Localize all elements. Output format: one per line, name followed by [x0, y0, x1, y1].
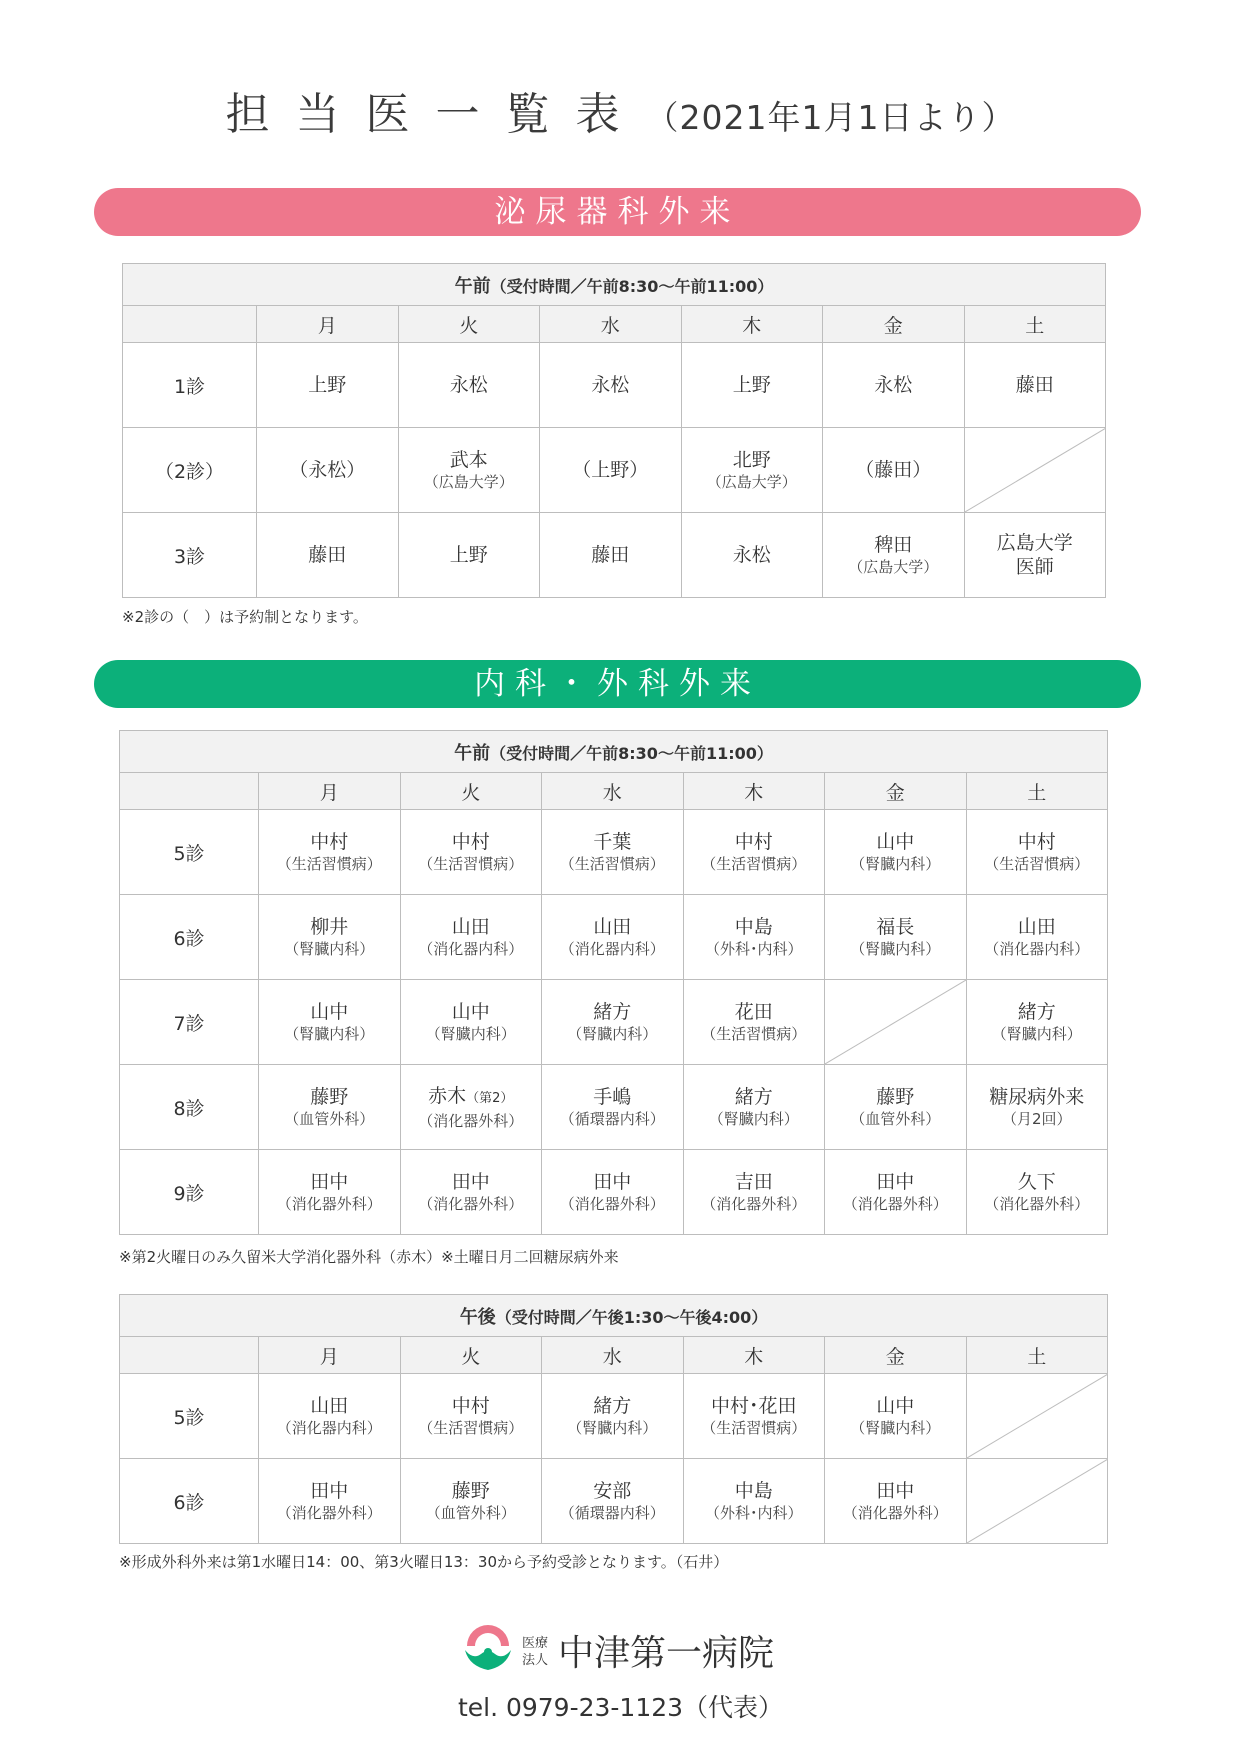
doctor-cell: [540, 343, 682, 428]
doctor-cell: [825, 1374, 967, 1459]
schedule-row: [120, 1065, 1108, 1150]
doctor-name-line: [401, 1479, 542, 1503]
doctor-name-line: [542, 1085, 683, 1109]
doctor-name-line: [967, 1085, 1108, 1109]
doctor-name: 中村: [451, 831, 490, 853]
doctor-name: （上野）: [572, 459, 649, 481]
department: （消化器内科）: [418, 940, 524, 958]
doctor-name-line: [257, 543, 398, 567]
doctor-cell: [257, 343, 399, 428]
doctor-cell: [542, 895, 684, 980]
doctor-name: 中村･花田: [710, 1395, 797, 1417]
urology-banner: 泌尿器科外来: [94, 188, 1141, 236]
corner-cell: [120, 1337, 259, 1374]
internal-morning-table: [119, 730, 1108, 1235]
department: （生活習慣病）: [701, 1025, 807, 1043]
doctor-name: 稗田: [874, 534, 913, 556]
department: （血管外科）: [425, 1504, 516, 1522]
doctor-name: 田中: [451, 1171, 490, 1193]
department: （腎臓内科）: [850, 940, 941, 958]
doctor-cell: [823, 428, 965, 513]
session-header-row: [123, 264, 1106, 306]
doctor-name-line: [684, 1000, 825, 1024]
doctor-name-line: [684, 1394, 825, 1418]
doctor-name: 山田: [1017, 916, 1056, 938]
weekday-header: 月: [257, 306, 399, 343]
doctor-name-line: [259, 1479, 400, 1503]
doctor-name-line: [825, 1479, 966, 1503]
doctor-name: 柳井: [310, 916, 349, 938]
clinic-room-label: 8診: [120, 1065, 259, 1150]
doctor-name-line: [684, 915, 825, 939]
corner-cell: [120, 773, 259, 810]
doctor-name: 山中: [876, 831, 915, 853]
doctor-name: 中島: [734, 916, 773, 938]
department: （消化器外科）: [842, 1195, 948, 1213]
doctor-name-line: [399, 373, 540, 397]
clinic-room-label: 5診: [120, 1374, 259, 1459]
department: （月2回）: [1001, 1110, 1072, 1128]
doctor-name-line: [399, 543, 540, 567]
weekday-header: 土: [966, 773, 1108, 810]
department: （生活習慣病）: [984, 855, 1090, 873]
doctor-name: 吉田: [734, 1171, 773, 1193]
week-note: （第2）: [466, 1090, 514, 1106]
doctor-name-line: [259, 830, 400, 854]
department: （消化器内科）: [559, 940, 665, 958]
doctor-name: 藤野: [451, 1480, 490, 1502]
doctor-name-line: [401, 915, 542, 939]
doctor-name: 中村: [451, 1395, 490, 1417]
department: （腎臓内科）: [708, 1110, 799, 1128]
department: （広島大学）: [706, 473, 797, 491]
clinic-room-label: 7診: [120, 980, 259, 1065]
department: （生活習慣病）: [559, 855, 665, 873]
doctor-name: 山中: [310, 1001, 349, 1023]
doctor-name: 山田: [593, 916, 632, 938]
internal-morning-note: ※第2火曜日のみ久留米大学消化器外科（赤木）※土曜日月二回糖尿病外来: [119, 1248, 619, 1266]
doctor-name: 上野: [308, 374, 347, 396]
doctor-cell: [823, 343, 965, 428]
clinic-room-label: 3診: [123, 513, 257, 598]
doctor-cell: [683, 810, 825, 895]
doctor-name: 中村: [310, 831, 349, 853]
clinic-room-label: 9診: [120, 1150, 259, 1235]
doctor-cell: [400, 1150, 542, 1235]
doctor-name: 広島大学: [996, 532, 1073, 554]
doctor-name: 北野: [732, 449, 771, 471]
internal-afternoon-note: ※形成外科外来は第1水曜日14：00、第3火曜日13：30から予約受診となります。（石井）: [119, 1553, 729, 1571]
doctor-name-line: [825, 915, 966, 939]
schedule-row: [123, 428, 1106, 513]
department: （消化器外科）: [418, 1195, 524, 1213]
doctor-cell: [966, 1065, 1108, 1150]
department: （血管外科）: [284, 1110, 375, 1128]
doctor-name: 中村: [734, 831, 773, 853]
doctor-name-line: [542, 1000, 683, 1024]
clinic-room-label: 5診: [120, 810, 259, 895]
department: （循環器内科）: [559, 1504, 665, 1522]
doctor-cell: [683, 1065, 825, 1150]
department: （生活習慣病）: [701, 855, 807, 873]
reception-hours: （受付時間／午後1:30〜午後4:00）: [495, 1307, 768, 1327]
doctor-name-line: [825, 830, 966, 854]
weekday-header: 木: [683, 773, 825, 810]
weekday-header: 火: [398, 306, 540, 343]
doctor-name: 藤田: [308, 544, 347, 566]
doctor-cell: [542, 1459, 684, 1544]
doctor-name-line: [825, 1394, 966, 1418]
doctor-cell: [683, 980, 825, 1065]
weekday-header: 水: [542, 1337, 684, 1374]
doctor-name-line: [401, 1000, 542, 1024]
doctor-name-line: [965, 373, 1106, 397]
schedule-row: [123, 513, 1106, 598]
empty-slot: [964, 428, 1106, 513]
doctor-cell: [683, 895, 825, 980]
department: （消化器外科）: [418, 1111, 524, 1130]
weekday-header: 火: [400, 773, 542, 810]
doctor-cell: [681, 343, 823, 428]
department: （腎臓内科）: [991, 1025, 1082, 1043]
doctor-cell: [542, 1150, 684, 1235]
doctor-name-line: [682, 448, 823, 472]
doctor-name: 久下: [1017, 1171, 1056, 1193]
department: （消化器外科）: [842, 1504, 948, 1522]
doctor-cell: [542, 980, 684, 1065]
weekday-row: [120, 773, 1108, 810]
doctor-name-line: [257, 458, 398, 482]
doctor-cell: [964, 343, 1106, 428]
doctor-name-line: [257, 373, 398, 397]
doctor-name-line: [965, 531, 1106, 555]
schedule-row: [120, 810, 1108, 895]
empty-slot: [966, 1374, 1108, 1459]
doctor-name: 田中: [310, 1171, 349, 1193]
department: （外科･内科）: [704, 1504, 803, 1522]
empty-slot: [966, 1459, 1108, 1544]
department: （広島大学）: [848, 558, 939, 576]
department: （腎臓内科）: [284, 1025, 375, 1043]
doctor-name-line: [825, 1085, 966, 1109]
weekday-header: 月: [259, 773, 401, 810]
department: （消化器外科）: [984, 1195, 1090, 1213]
doctor-name: 山中: [451, 1001, 490, 1023]
doctor-name: 田中: [593, 1171, 632, 1193]
department: （消化器外科）: [276, 1195, 382, 1213]
department: （消化器内科）: [984, 940, 1090, 958]
doctor-cell: [966, 980, 1108, 1065]
doctor-cell: [825, 1150, 967, 1235]
clinic-room-label: 6診: [120, 895, 259, 980]
doctor-name-line: [967, 830, 1108, 854]
doctor-name-line: [823, 533, 964, 557]
doctor-name: 安部: [593, 1480, 632, 1502]
weekday-header: 木: [683, 1337, 825, 1374]
doctor-name-line: [540, 543, 681, 567]
internal-banner: 内科・外科外来: [94, 660, 1141, 708]
doctor-cell: [966, 1150, 1108, 1235]
doctor-name: 緒方: [593, 1001, 632, 1023]
doctor-name-line: [684, 1085, 825, 1109]
doctor-name: 緒方: [1017, 1001, 1056, 1023]
department: （消化器外科）: [701, 1195, 807, 1213]
doctor-name-line: [259, 1170, 400, 1194]
doctor-cell: [259, 1374, 401, 1459]
doctor-cell: [825, 1065, 967, 1150]
title-main: 担当医一覧表: [225, 89, 646, 140]
org-line-1: 医療: [522, 1636, 549, 1651]
weekday-header: 金: [825, 1337, 967, 1374]
schedule-row: [120, 1374, 1108, 1459]
schedule-row: [123, 343, 1106, 428]
doctor-name-line: [542, 915, 683, 939]
session-header: [123, 264, 1106, 306]
doctor-cell: [400, 1374, 542, 1459]
department: （腎臓内科）: [850, 1419, 941, 1437]
doctor-name-line: [967, 915, 1108, 939]
doctor-cell: [398, 513, 540, 598]
doctor-name: 武本: [449, 449, 488, 471]
weekday-header: 木: [681, 306, 823, 343]
doctor-name: 永松: [591, 374, 630, 396]
org-type: [522, 1635, 548, 1669]
doctor-cell: [683, 1150, 825, 1235]
doctor-cell: [966, 810, 1108, 895]
department: （生活習慣病）: [276, 855, 382, 873]
doctor-cell: [966, 895, 1108, 980]
schedule-row: [120, 1459, 1108, 1544]
doctor-cell: [825, 810, 967, 895]
doctor-name: 田中: [876, 1480, 915, 1502]
department: （消化器外科）: [559, 1195, 665, 1213]
doctor-name-line: [682, 543, 823, 567]
doctor-cell: [398, 428, 540, 513]
clinic-room-label: （2診）: [123, 428, 257, 513]
doctor-name: 赤木: [428, 1084, 467, 1107]
doctor-name-line: [542, 830, 683, 854]
doctor-cell: [823, 513, 965, 598]
department: （生活習慣病）: [418, 855, 524, 873]
urology-schedule-table: [122, 263, 1106, 598]
doctor-name: 田中: [876, 1171, 915, 1193]
doctor-name-line: [542, 1394, 683, 1418]
session-header-row: [120, 731, 1108, 773]
department: （消化器内科）: [276, 1419, 382, 1437]
doctor-name: 永松: [732, 544, 771, 566]
doctor-name-line: [259, 1000, 400, 1024]
doctor-name: 山中: [876, 1395, 915, 1417]
doctor-name: 手嶋: [593, 1086, 632, 1108]
doctor-name: 中村: [1017, 831, 1056, 853]
department: （腎臓内科）: [850, 855, 941, 873]
reception-hours: （受付時間／午前8:30〜午前11:00）: [490, 743, 773, 763]
department: （腎臓内科）: [567, 1419, 658, 1437]
hospital-logo-icon: [463, 1622, 513, 1672]
department: （血管外科）: [850, 1110, 941, 1128]
department: （広島大学）: [423, 473, 514, 491]
doctor-name: 山田: [310, 1395, 349, 1417]
doctor-name: （藤田）: [855, 459, 932, 481]
doctor-cell: [259, 895, 401, 980]
doctor-cell: [683, 1374, 825, 1459]
page-title: [0, 78, 1241, 142]
doctor-cell: [825, 895, 967, 980]
doctor-name: 千葉: [593, 831, 632, 853]
doctor-cell: [683, 1459, 825, 1544]
doctor-name-line: [823, 458, 964, 482]
doctor-name: 福長: [876, 916, 915, 938]
doctor-name: 藤野: [876, 1086, 915, 1108]
department: （腎臓内科）: [567, 1025, 658, 1043]
doctor-name: 緒方: [593, 1395, 632, 1417]
weekday-header: 金: [825, 773, 967, 810]
title-date: （2021年1月1日より）: [645, 98, 1016, 137]
doctor-cell: [257, 513, 399, 598]
doctor-cell: [400, 810, 542, 895]
session-header: [120, 731, 1108, 773]
doctor-name-line: [399, 448, 540, 472]
doctor-cell: [825, 1459, 967, 1544]
doctor-name: （永松）: [289, 459, 366, 481]
doctor-name-line: [967, 1170, 1108, 1194]
doctor-name: 緒方: [734, 1086, 773, 1108]
doctor-name: 藤野: [310, 1086, 349, 1108]
schedule-row: [120, 1150, 1108, 1235]
doctor-cell: [540, 513, 682, 598]
department: （生活習慣病）: [701, 1419, 807, 1437]
doctor-cell: [259, 1150, 401, 1235]
doctor-name: 糖尿病外来: [989, 1086, 1085, 1108]
clinic-room-label: 1診: [123, 343, 257, 428]
doctor-cell: [259, 1459, 401, 1544]
session-name: 午前: [454, 742, 491, 764]
doctor-name-line: [401, 1084, 542, 1111]
doctor-name-line: [259, 1394, 400, 1418]
internal-afternoon-table: [119, 1294, 1108, 1544]
corner-cell: [123, 306, 257, 343]
doctor-name-line: [967, 1000, 1108, 1024]
doctor-name-line: [540, 373, 681, 397]
empty-slot: [825, 980, 967, 1065]
doctor-cell: [542, 810, 684, 895]
doctor-name-line: [542, 1170, 683, 1194]
doctor-name: 花田: [734, 1001, 773, 1023]
session-header: [120, 1295, 1108, 1337]
hospital-name: 中津第一病院: [558, 1633, 775, 1674]
department: （循環器内科）: [559, 1110, 665, 1128]
doctor-cell: [400, 895, 542, 980]
department: （腎臓内科）: [425, 1025, 516, 1043]
doctor-cell: [398, 343, 540, 428]
department: （生活習慣病）: [418, 1419, 524, 1437]
doctor-name-line: [401, 830, 542, 854]
doctor-cell: [400, 980, 542, 1065]
doctor-name-line: [682, 373, 823, 397]
department: （消化器外科）: [276, 1504, 382, 1522]
session-header-row: [120, 1295, 1108, 1337]
telephone-number: tel. 0979-23-1123（代表）: [457, 1693, 784, 1722]
doctor-name-line: [259, 915, 400, 939]
doctor-name-line: [259, 1085, 400, 1109]
weekday-header: 金: [823, 306, 965, 343]
doctor-cell: [681, 428, 823, 513]
doctor-name: 永松: [449, 374, 488, 396]
doctor-cell: [259, 1065, 401, 1150]
weekday-header: 土: [966, 1337, 1108, 1374]
doctor-name: 上野: [449, 544, 488, 566]
weekday-header: 火: [400, 1337, 542, 1374]
doctor-name-line: [401, 1394, 542, 1418]
doctor-name-line: [401, 1170, 542, 1194]
doctor-cell: [681, 513, 823, 598]
weekday-header: 水: [542, 773, 684, 810]
schedule-row: [120, 895, 1108, 980]
weekday-header: 土: [964, 306, 1106, 343]
doctor-cell: [540, 428, 682, 513]
session-name: 午前: [454, 275, 491, 297]
doctor-cell: [542, 1065, 684, 1150]
weekday-row: [123, 306, 1106, 343]
weekday-header: 月: [259, 1337, 401, 1374]
schedule-row: [120, 980, 1108, 1065]
doctor-cell: [259, 810, 401, 895]
doctor-name: 永松: [874, 374, 913, 396]
department: （腎臓内科）: [284, 940, 375, 958]
doctor-name-line: [684, 830, 825, 854]
doctor-cell: [400, 1065, 542, 1150]
doctor-name-line: [684, 1479, 825, 1503]
doctor-cell: [964, 513, 1106, 598]
clinic-room-label: 6診: [120, 1459, 259, 1544]
doctor-name: 上野: [732, 374, 771, 396]
doctor-name-line: [542, 1479, 683, 1503]
doctor-cell: [259, 980, 401, 1065]
doctor-cell: [257, 428, 399, 513]
doctor-name-line: [823, 373, 964, 397]
department: （外科･内科）: [704, 940, 803, 958]
doctor-name: 田中: [310, 1480, 349, 1502]
doctor-name: 山田: [451, 916, 490, 938]
doctor-name-2: 医師: [1015, 556, 1054, 578]
doctor-name: 中島: [734, 1480, 773, 1502]
weekday-row: [120, 1337, 1108, 1374]
doctor-name: 藤田: [1015, 374, 1054, 396]
doctor-name-line: [684, 1170, 825, 1194]
doctor-name-line: [825, 1170, 966, 1194]
doctor-name: 藤田: [591, 544, 630, 566]
session-name: 午後: [459, 1306, 496, 1328]
urology-note: ※2診の（ ）は予約制となります。: [122, 608, 368, 626]
doctor-cell: [400, 1459, 542, 1544]
doctor-cell: [542, 1374, 684, 1459]
doctor-name-line: [540, 458, 681, 482]
weekday-header: 水: [540, 306, 682, 343]
reception-hours: （受付時間／午前8:30〜午前11:00）: [490, 276, 774, 296]
org-line-2: 法人: [522, 1653, 549, 1668]
